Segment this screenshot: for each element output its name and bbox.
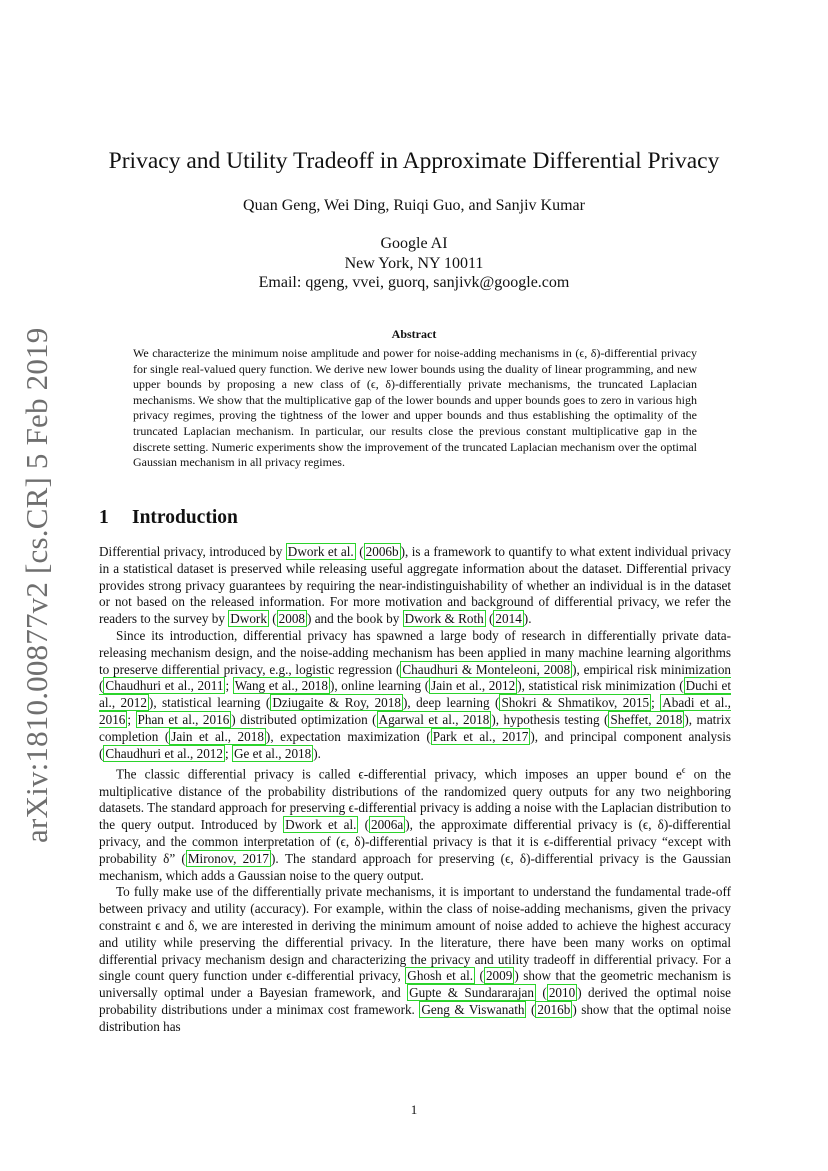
citation-link[interactable]: 2006a: [370, 817, 404, 833]
citation-link[interactable]: Park et al., 2017: [432, 728, 529, 744]
citation-link[interactable]: Shokri & Shmatikov, 2015: [501, 695, 650, 711]
citation-link[interactable]: Ge et al., 2018: [233, 745, 312, 761]
citation-link[interactable]: Duchi et al., 2012: [99, 678, 731, 711]
citation-link[interactable]: Jain et al., 2018: [171, 728, 264, 744]
citation-link[interactable]: Jain et al., 2012: [431, 678, 516, 694]
introduction-body: [99, 544, 731, 1036]
citation-link[interactable]: 2016b: [537, 1001, 571, 1017]
citation-link[interactable]: Sheffet, 2018: [610, 711, 683, 727]
citation-link[interactable]: Dziugaite & Roy, 2018: [272, 695, 401, 711]
author-list: Quan Geng, Wei Ding, Ruiqi Guo, and Sanjiv Kumar: [243, 197, 585, 214]
citation-link[interactable]: Dwork et al.: [285, 817, 357, 833]
citation-link[interactable]: Geng & Viswanath: [421, 1001, 525, 1017]
citation-link[interactable]: Mironov, 2017: [187, 850, 270, 866]
citation-link[interactable]: Dwork: [230, 611, 267, 627]
arxiv-identifier-stamp: arXiv:1810.00877v2 [cs.CR] 5 Feb 2019: [19, 327, 54, 843]
abstract-heading: Abstract: [391, 327, 437, 341]
citation-link[interactable]: 2006b: [365, 544, 399, 559]
paragraph-4: To fully make use of the differentially private mechanisms, it is important to understand the fundamental trade-off between privacy and utility (accuracy). For example, within the class of noise-adding mechanisms, given the privacy constraint ϵ and δ, we are interested in deriving the minimum amount of noise added to achieve the highest accuracy and utility while preserving the differential privacy. In the literature, there have been many works on optimal differential privacy mechanism design and characterizing the privacy and utility tradeoff in differential privacy. For a single count query function under ϵ-differential privacy, Ghosh et al. ( 2009 ) show that the geometric mechanism is universally optimal under a Bayesian framework, and Gupte & Sundararajan ( 2010 ) derived the optimal noise probability distributions under a minimax cost framework. Geng & Viswanath ( 2016b ) show that the optimal noise distribution has: [99, 884, 731, 1034]
abstract-body: We characterize the minimum noise amplitude and power for noise-adding mechanisms in (ϵ, δ)-differential privacy for single real-valued query function. We derive new lower bounds using the duality of linear programming, and new upper bounds by proposing a new class of (ϵ, δ)-differentially private mechanisms, the truncated Laplacian mechanisms. We show that the multiplicative gap of the lower bounds and upper bounds goes to zero in various high privacy regimes, proving the tightness of the lower and upper bounds and thus establishing the optimality of the truncated Laplacian mechanism. In particular, our results close the previous constant multiplicative gap in the discrete setting. Numeric experiments show the improvement of the truncated Laplacian mechanism over the optimal Gaussian mechanism in all privacy regimes.: [133, 346, 697, 470]
citation-link[interactable]: 2008: [278, 611, 305, 627]
page-number: 1: [410, 1102, 418, 1117]
section-title: Introduction: [132, 507, 238, 528]
citation-link[interactable]: Wang et al., 2018: [234, 678, 328, 694]
citation-link[interactable]: Chaudhuri & Monteleoni, 2008: [402, 661, 571, 677]
affiliation-org: Google AI: [380, 235, 448, 252]
paragraph-3: The classic differential privacy is called ϵ-differential privacy, which imposes an upper bound $e^\epsilon$ on the multiplicative distance of the probability distributions of the randomized query outputs for any two neighboring datasets. The standard approach for preserving ϵ-differential privacy is adding a noise with the Laplacian distribution to the query output. Introduced by Dwork et al. ( 2006a ), the approximate differential privacy is (ϵ, δ)-differential privacy, and the common interpretation of (ϵ, δ)-differential privacy is that it is ϵ-differential privacy “except with probability δ” ( Mironov, 2017 ). The standard approach for preserving (ϵ, δ)-differential privacy is the Gaussian mechanism, which adds a Gaussian noise to the query output.: [99, 765, 732, 883]
affiliation-email: Email: qgeng, vvei, guorq, sanjivk@google.com: [258, 274, 570, 291]
section-number: 1: [99, 507, 109, 528]
citation-link[interactable]: 2014: [495, 611, 522, 627]
citation-link[interactable]: 2009: [485, 968, 513, 984]
citation-link[interactable]: Ghosh et al.: [407, 968, 474, 984]
citation-link[interactable]: 2010: [548, 985, 576, 1001]
citation-link[interactable]: Gupte & Sundararajan: [409, 985, 535, 1001]
citation-link[interactable]: Phan et al., 2016: [137, 711, 230, 727]
section-heading: [99, 507, 238, 529]
citation-link[interactable]: Dwork et al.: [287, 544, 354, 559]
paper-title: Privacy and Utility Tradeoff in Approximate Differential Privacy: [108, 148, 720, 174]
paragraph-1: Differential privacy, introduced by Dwork et al. ( 2006b ), is a framework to quantify to what extent individual privacy in a statistical dataset is preserved while releasing useful aggregate information about the dataset. Differential privacy provides strong privacy guarantees by requiring the near-indistinguishability of whether an individual is in the dataset or not based on the released information. For more motivation and background of differential privacy, we refer the readers to the survey by Dwork ( 2008 ) and the book by Dwork & Roth ( 2014 ).: [99, 544, 731, 627]
citation-link[interactable]: Agarwal et al., 2018: [378, 711, 490, 727]
citation-link[interactable]: Chaudhuri et al., 2012: [105, 745, 223, 761]
superscript: ϵ: [681, 765, 686, 776]
citation-link[interactable]: Dwork & Roth: [404, 611, 484, 627]
paragraph-2: Since its introduction, differential privacy has spawned a large body of research in differentially private data-releasing mechanism design, and the noise-adding mechanism has been applied in many machine learning algorithms to preserve differential privacy, e.g., logistic regression ( Chaudhuri & Monteleoni, 2008 ), empirical risk minimization ( Chaudhuri et al., 2011 ; Wang et al., 2018 ), online learning ( Jain et al., 2012 ), statistical risk minimization ( Duchi et al., 2012 ), statistical learning ( Dziugaite & Roy, 2018 ), deep learning ( Shokri & Shmatikov, 2015 ; Abadi et al., 2016 ; Phan et al., 2016 ) distributed optimization ( Agarwal et al., 2018 ), hypothesis testing ( Sheffet, 2018 ), matrix completion ( Jain et al., 2018 ), expectation maximization ( Park et al., 2017 ), and principal component analysis ( Chaudhuri et al., 2012 ; Ge et al., 2018 ).: [99, 627, 732, 761]
citation-link[interactable]: Chaudhuri et al., 2011: [105, 678, 224, 694]
affiliation-city: New York, NY 10011: [344, 255, 484, 272]
citation-link[interactable]: Abadi et al., 2016: [99, 695, 731, 727]
